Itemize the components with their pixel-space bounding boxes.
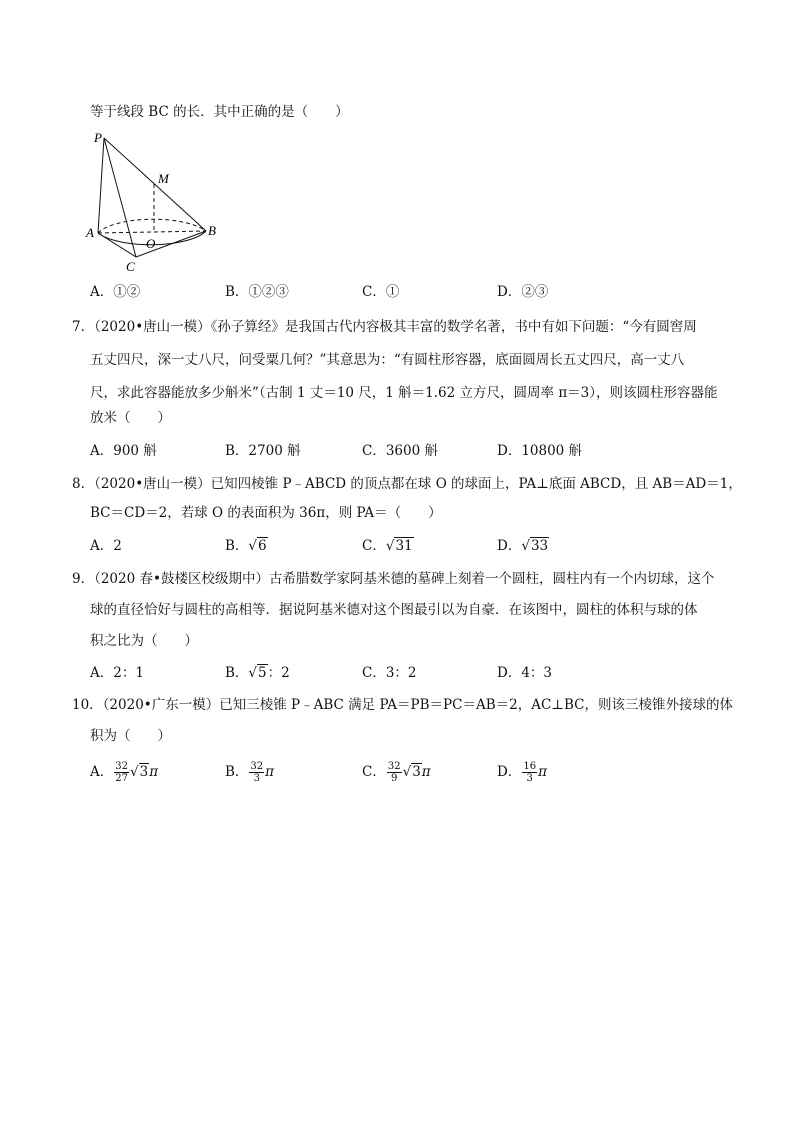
q7-option-b[interactable]: B．2700 斛 (225, 443, 301, 459)
q9-option-c[interactable]: C．3：2 (362, 665, 417, 681)
label-O: O (146, 236, 156, 251)
q10-option-d[interactable]: D． $\frac{16}{3}$ π (497, 761, 547, 784)
q7-line-2: 五丈四尺，深一丈八尺，问受粟几何？”其意思为：“有圆柱形容器，底面圆周长五丈四尺，高一丈八 (90, 352, 685, 368)
q8-option-c[interactable]: C．√31 (362, 538, 413, 554)
q10-line-1: 10．（2020•广东一模）已知三棱锥 P﹣ABC 满足 PA＝PB＝PC＝AB＝2，AC⊥BC，则该三棱锥外接球的体 (72, 697, 733, 713)
q7-line-1: 7．（2020•唐山一模）《孙子算经》是我国古代内容极其丰富的数学名著，书中有如下问题：“今有圆窖周 (72, 319, 697, 335)
q6-option-b[interactable]: B．①②③ (225, 284, 289, 300)
q8-line-2: BC＝CD＝2，若球 O 的表面积为 36π，则 PA＝（ ） (90, 505, 442, 521)
q8-option-d[interactable]: D．√33 (497, 538, 549, 554)
q7-option-c[interactable]: C．3600 斛 (362, 443, 438, 459)
label-A: A (86, 225, 94, 240)
label-C: C (126, 259, 135, 274)
label-P: P (94, 130, 102, 145)
q9-line-1: 9．（2020 春•鼓楼区校级期中）古希腊数学家阿基米德的墓碑上刻着一个圆柱，圆柱内有一个内切球，这个 (72, 571, 715, 587)
label-M: M (158, 171, 169, 186)
q6-option-d[interactable]: D．②③ (497, 284, 549, 300)
q9-line-3: 积之比为（ ） (90, 633, 198, 649)
q8-line-1: 8．（2020•唐山一模）已知四棱锥 P﹣ABCD 的顶点都在球 O 的球面上，PA⊥底面 ABCD，且 AB＝AD＝1， (72, 476, 742, 492)
q10-option-c[interactable]: C． $\frac{32}{9}$ √3π (362, 761, 431, 784)
q7-line-4: 放米（ ） (90, 410, 171, 426)
q9-option-d[interactable]: D．4：3 (497, 665, 553, 681)
q10-option-a[interactable]: A． $\frac{32}{27}$ √3π (90, 761, 159, 784)
label-B: B (208, 223, 216, 238)
q8-option-a[interactable]: A．2 (90, 538, 122, 554)
q6-option-a[interactable]: A．①② (90, 284, 141, 300)
q9-option-b[interactable]: B．√5：2 (225, 665, 290, 681)
q9-option-a[interactable]: A．2：1 (90, 665, 144, 681)
q7-line-3: 尺，求此容器能放多少斛米”（古制 1 丈＝10 尺，1 斛＝1.62 立方尺，圆周率 π＝3），则该圆柱形容器能 (90, 385, 718, 401)
q10-option-b[interactable]: B． $\frac{32}{3}$ π (225, 761, 275, 784)
q6-tail-text: 等于线段 BC 的长．其中正确的是（ ） (90, 104, 349, 120)
q10-line-2: 积为（ ） (90, 728, 171, 744)
q7-option-d[interactable]: D．10800 斛 (497, 443, 583, 459)
q6-option-c[interactable]: C．① (362, 284, 400, 300)
q9-line-2: 球的直径恰好与圆柱的高相等．据说阿基米德对这个图最引以为自豪．在该图中，圆柱的体积与球的体 (90, 602, 698, 618)
pyramid-sphere-figure (84, 126, 224, 276)
q7-option-a[interactable]: A．900 斛 (90, 443, 157, 459)
q8-option-b[interactable]: B．√6 (225, 538, 267, 554)
